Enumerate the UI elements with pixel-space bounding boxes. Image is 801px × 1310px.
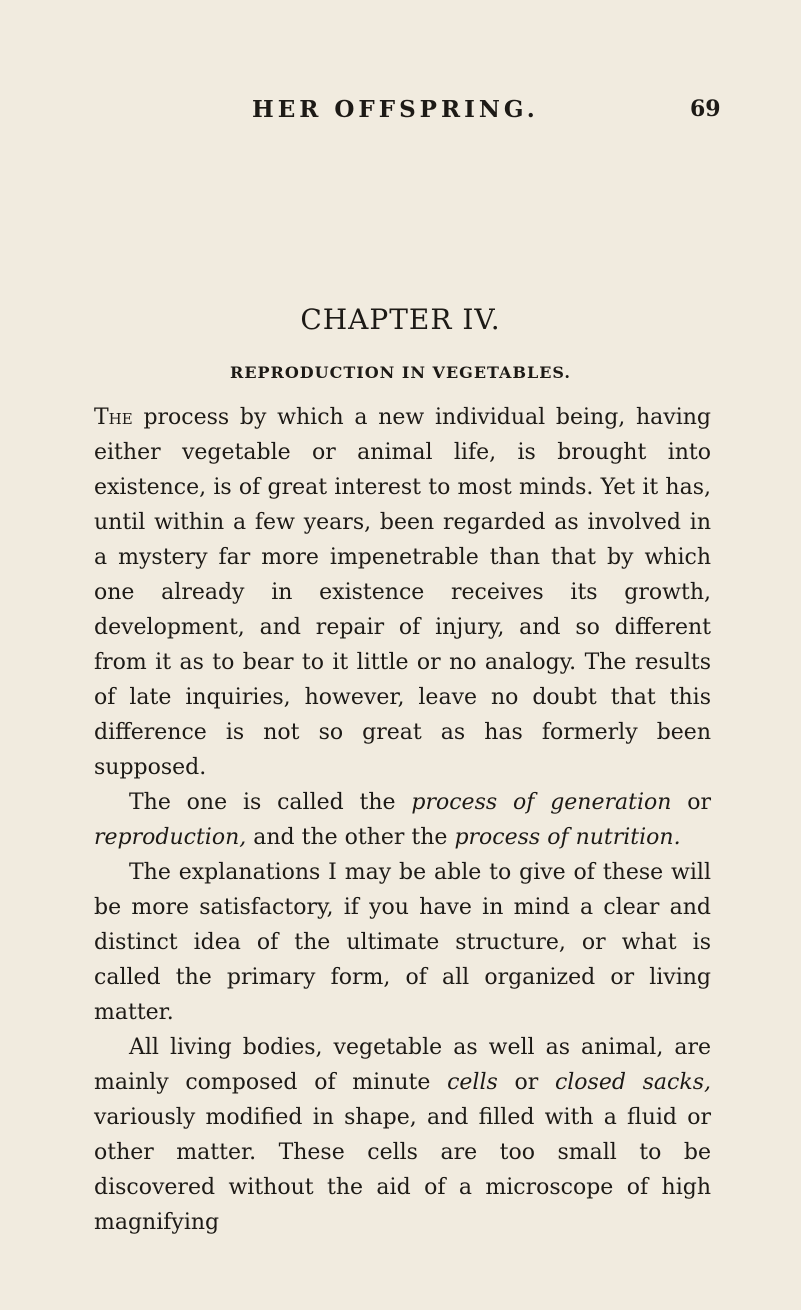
chapter-title: CHAPTER IV.: [300, 303, 501, 336]
paragraph-4-text-3: variously modified in shape, and filled with a fluid or other matter. These cells are too small to be discovered without the aid of a microscope of high magnifying: [94, 1105, 711, 1235]
paragraph-1-text: process by which a new individual being, having either vegetable or animal life, is brought into existence, is of great interest to most minds. Yet it has, until within a few years, been regarded as involved in a mystery far more impenetrable than that by which one already in existence receives its growth, development, and repair of injury, and so different from it as to bear to it little or no analogy. The results of late inquiries, however, leave no doubt that this difference is not so great as has formerly been supposed.: [94, 405, 711, 780]
paragraph-4-text-2: or: [497, 1070, 555, 1095]
paragraph-2: [94, 785, 711, 855]
paragraph-4-text-1: All living bodies, vegetable as well as animal, are mainly composed of minute: [94, 1035, 711, 1095]
paragraph-1-lead-word: The: [94, 405, 133, 430]
paragraph-4-italic-2: closed sacks,: [554, 1070, 711, 1095]
paragraph-4: [94, 1030, 711, 1240]
body-text: [94, 400, 711, 1240]
section-title: REPRODUCTION IN VEGETABLES.: [230, 363, 571, 382]
paragraph-1: [94, 400, 711, 785]
paragraph-2-text-3: and the other the: [246, 825, 455, 850]
paragraph-2-text-1: The one is called the: [129, 790, 412, 815]
paragraph-2-italic-1: process of generation: [411, 790, 672, 815]
paragraph-3-text: The explanations I may be able to give of these will be more satisfactory, if you have in mind a clear and distinct idea of the ultimate structure, or what is called the primary form, of all organized or living matter.: [94, 860, 711, 1025]
paragraph-2-italic-3: process of nutrition.: [454, 825, 681, 850]
paragraph-2-italic-2: reproduction,: [94, 825, 247, 850]
page-number: 69: [690, 96, 721, 122]
running-title: HER OFFSPRING.: [252, 96, 539, 123]
paragraph-2-text-2: or: [671, 790, 711, 815]
paragraph-3: [94, 855, 711, 1030]
running-head: [0, 96, 801, 136]
paragraph-4-italic-1: cells: [447, 1070, 498, 1095]
